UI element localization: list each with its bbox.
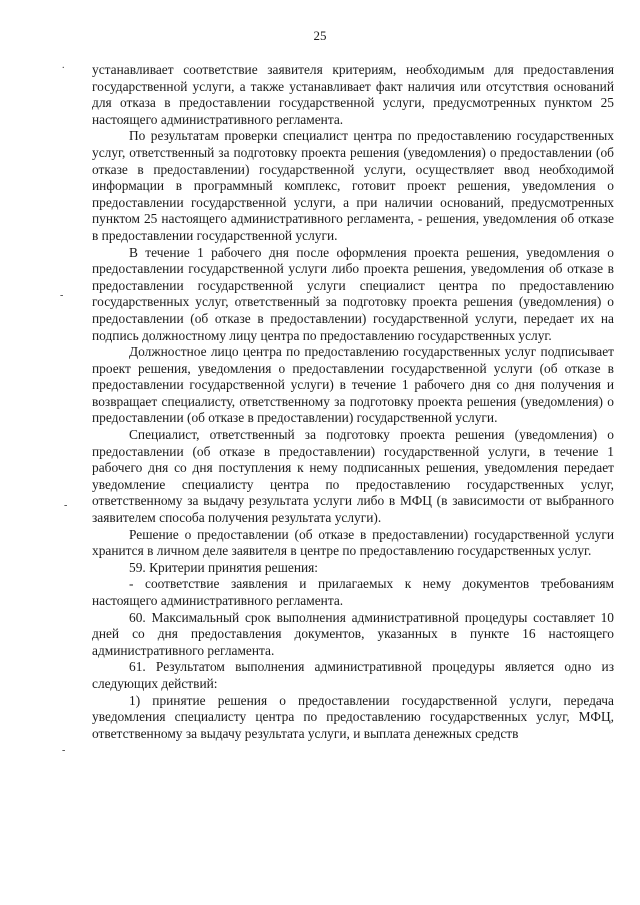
paragraph: Специалист, ответственный за подготовку проекта решения (уведомления) о предоставлении (об отказе в предоставлении) государственной услуги, в течение 1 рабочего дня со дня поступления к нему подписанных решения, уведомления передает уведомление специалисту центра по предоставлению государственных услуг, ответственному за выдачу результата услуги либо в МФЦ (в зависимости от выбранного заявителем способа получения результата услуги). (92, 427, 614, 526)
paragraph: Решение о предоставлении (об отказе в предоставлении) государственной услуги хранится в личном деле заявителя в центре по предоставлению государственных услуг. (92, 526, 614, 559)
document-body (92, 62, 614, 742)
paragraph: Должностное лицо центра по предоставлению государственных услуг подписывает проект решения, уведомления о предоставлении государственной услуги (об отказе в предоставлении государственной услуги) в течение 1 рабочего дня со дня получения и возвращает специалисту, ответственному за подготовку проекта решения (уведомления) о предоставлении (об отказе в предоставлении) государственной услуги. (92, 344, 614, 426)
paragraph: устанавливает соответствие заявителя критериям, необходимым для предоставления государственной услуги, а также устанавливает факт наличия или отсутствия оснований для отказа в предоставлении государственной услуги, предусмотренных пунктом 25 настоящего административного регламента. (92, 62, 614, 127)
margin-mark: . (62, 60, 65, 71)
paragraph: - соответствие заявления и прилагаемых к нему документов требованиям настоящего административного регламента. (92, 576, 614, 608)
page-number: 25 (313, 28, 327, 43)
margin-mark: - (60, 290, 64, 301)
paragraph: 61. Результатом выполнения административной процедуры является одно из следующих действий: (92, 659, 614, 691)
margin-mark: - (62, 745, 66, 756)
paragraph: В течение 1 рабочего дня после оформления проекта решения, уведомления о предоставлении государственной услуги либо проекта решения, уведомления об отказе в предоставлении государственной услуги специалист центра по предоставлению государственных услуг, ответственный за подготовку проекта решения (уведомления) о предоставлении (об отказе в предоставлении) государственной услуги, передает их на подпись должностному лицу центра по предоставлению государственных услуг. (92, 244, 614, 343)
margin-mark: - (64, 500, 68, 511)
paragraph: 1) принятие решения о предоставлении государственной услуги, передача уведомления специалисту центра по предоставлению государственных услуг, МФЦ, ответственному за выдачу результата услуги, и выплата денежных средств (92, 692, 614, 741)
paragraph: 60. Максимальный срок выполнения административной процедуры составляет 10 дней со дня предоставления документов, указанных в пункте 16 настоящего административного регламента. (92, 609, 614, 658)
paragraph: По результатам проверки специалист центра по предоставлению государственных услуг, ответственный за подготовку проекта решения (уведомления) о предоставлении (об отказе в предоставлении) государственной услуги, осуществляет ввод необходимой информации в программный комплекс, готовит проект решения, уведомления о предоставлении государственной услуги, а при наличии оснований, предусмотренных пунктом 25 настоящего административного регламента, - решения, уведомления об отказе в предоставлении государственной услуги. (92, 128, 614, 243)
section-heading: 59. Критерии принятия решения: (129, 559, 319, 575)
